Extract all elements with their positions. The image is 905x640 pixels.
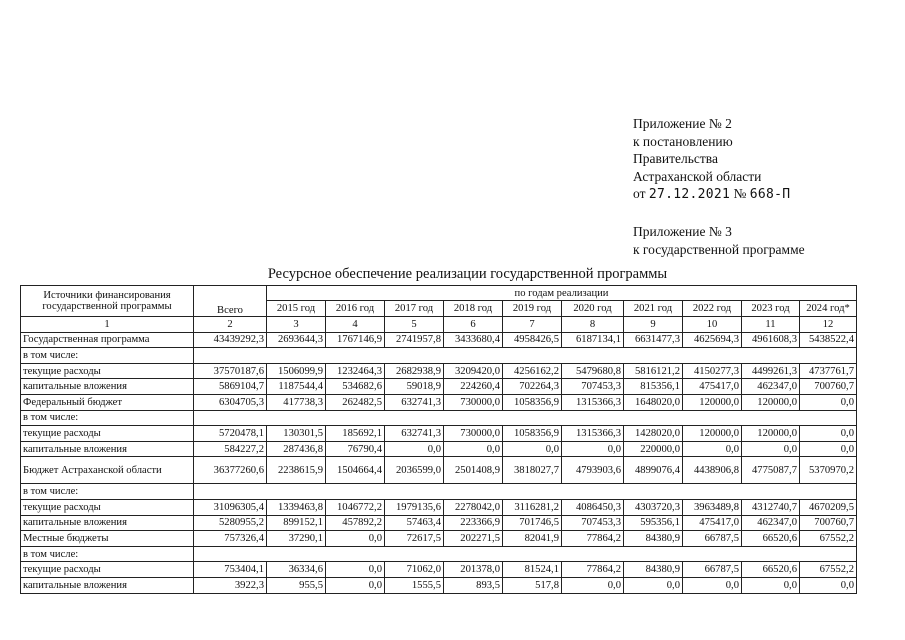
column-number: 6	[444, 317, 503, 333]
row-label: Местные бюджеты	[21, 531, 194, 547]
value-cell: 462347,0	[742, 515, 800, 531]
empty-cell	[624, 348, 683, 364]
column-number: 1	[21, 317, 194, 333]
empty-cell	[326, 484, 385, 500]
value-cell: 757326,4	[194, 531, 267, 547]
value-cell: 0,0	[624, 577, 683, 593]
value-cell: 57463,4	[385, 515, 444, 531]
table-row	[21, 546, 857, 562]
empty-cell	[194, 348, 267, 364]
empty-cell	[444, 410, 503, 426]
value-cell: 6631477,3	[624, 332, 683, 348]
empty-cell	[562, 546, 624, 562]
empty-cell	[742, 484, 800, 500]
value-cell: 3818027,7	[503, 457, 562, 484]
value-cell: 120000,0	[683, 426, 742, 442]
empty-cell	[624, 410, 683, 426]
column-number: 8	[562, 317, 624, 333]
empty-cell	[800, 484, 857, 500]
empty-cell	[503, 410, 562, 426]
value-cell: 462347,0	[742, 379, 800, 395]
row-label: Федеральный бюджет	[21, 394, 194, 410]
appendix-2-line: к постановлению	[633, 133, 733, 149]
decree-date-line	[633, 185, 805, 204]
value-cell: 5438522,4	[800, 332, 857, 348]
value-cell: 67552,2	[800, 531, 857, 547]
empty-cell	[562, 484, 624, 500]
empty-cell	[326, 546, 385, 562]
value-cell: 72617,5	[385, 531, 444, 547]
year-header: 2019 год	[503, 301, 562, 317]
appendix-2-line: Правительства	[633, 151, 718, 167]
table-row	[21, 484, 857, 500]
empty-cell	[742, 410, 800, 426]
table-title: Ресурсное обеспечение реализации государственной программы	[267, 266, 668, 282]
value-cell: 700760,7	[800, 379, 857, 395]
row-label: в том числе:	[21, 410, 194, 426]
value-cell: 0,0	[683, 441, 742, 457]
value-cell: 82041,9	[503, 531, 562, 547]
value-cell: 76790,4	[326, 441, 385, 457]
value-cell: 0,0	[800, 426, 857, 442]
value-cell: 5479680,8	[562, 363, 624, 379]
value-cell: 6187134,1	[562, 332, 624, 348]
value-cell: 4499261,3	[742, 363, 800, 379]
value-cell: 3433680,4	[444, 332, 503, 348]
value-cell: 584227,2	[194, 441, 267, 457]
empty-cell	[444, 348, 503, 364]
value-cell: 37570187,6	[194, 363, 267, 379]
value-cell: 37290,1	[267, 531, 326, 547]
value-cell: 4775087,7	[742, 457, 800, 484]
value-cell: 2238615,9	[267, 457, 326, 484]
value-cell: 5280955,2	[194, 515, 267, 531]
table-row	[21, 363, 857, 379]
appendix-2-title: Приложение № 2	[633, 116, 732, 131]
value-cell: 1058356,9	[503, 426, 562, 442]
value-cell: 84380,9	[624, 562, 683, 578]
row-label: капитальные вложения	[21, 577, 194, 593]
resource-table	[20, 285, 857, 594]
row-label: капитальные вложения	[21, 441, 194, 457]
value-cell: 77864,2	[562, 531, 624, 547]
row-label: текущие расходы	[21, 426, 194, 442]
row-label: капитальные вложения	[21, 379, 194, 395]
value-cell: 4625694,3	[683, 332, 742, 348]
column-number: 11	[742, 317, 800, 333]
value-cell: 0,0	[800, 394, 857, 410]
table-row	[21, 348, 857, 364]
value-cell: 36334,6	[267, 562, 326, 578]
value-cell: 3209420,0	[444, 363, 503, 379]
table-row	[21, 457, 857, 484]
year-header: 2015 год	[267, 301, 326, 317]
value-cell: 1058356,9	[503, 394, 562, 410]
value-cell: 120000,0	[683, 394, 742, 410]
table-row	[21, 441, 857, 457]
value-cell: 417738,3	[267, 394, 326, 410]
value-cell: 632741,3	[385, 426, 444, 442]
value-cell: 702264,3	[503, 379, 562, 395]
year-header: 2017 год	[385, 301, 444, 317]
value-cell: 475417,0	[683, 515, 742, 531]
value-cell: 77864,2	[562, 562, 624, 578]
header-row	[21, 286, 857, 301]
date-prefix: от	[633, 186, 646, 202]
value-cell: 5370970,2	[800, 457, 857, 484]
year-header: 2021 год	[624, 301, 683, 317]
value-cell: 701746,5	[503, 515, 562, 531]
decree-number: 668-П	[749, 187, 791, 203]
value-cell: 130301,5	[267, 426, 326, 442]
value-cell: 201378,0	[444, 562, 503, 578]
empty-cell	[683, 546, 742, 562]
value-cell: 2036599,0	[385, 457, 444, 484]
column-number: 2	[194, 317, 267, 333]
empty-cell	[194, 410, 267, 426]
value-cell: 2278042,0	[444, 499, 503, 515]
year-header: 2023 год	[742, 301, 800, 317]
table-row	[21, 394, 857, 410]
value-cell: 0,0	[683, 577, 742, 593]
column-number: 7	[503, 317, 562, 333]
table-row	[21, 515, 857, 531]
value-cell: 0,0	[326, 531, 385, 547]
value-cell: 632741,3	[385, 394, 444, 410]
value-cell: 31096305,4	[194, 499, 267, 515]
value-cell: 4958426,5	[503, 332, 562, 348]
value-cell: 475417,0	[683, 379, 742, 395]
value-cell: 120000,0	[742, 394, 800, 410]
table-row	[21, 531, 857, 547]
row-label: капитальные вложения	[21, 515, 194, 531]
empty-cell	[385, 484, 444, 500]
value-cell: 4086450,3	[562, 499, 624, 515]
value-cell: 815356,1	[624, 379, 683, 395]
empty-cell	[800, 546, 857, 562]
value-cell: 4793903,6	[562, 457, 624, 484]
value-cell: 66787,5	[683, 562, 742, 578]
value-cell: 59018,9	[385, 379, 444, 395]
value-cell: 1428020,0	[624, 426, 683, 442]
value-cell: 4899076,4	[624, 457, 683, 484]
column-number: 3	[267, 317, 326, 333]
column-numbers-row	[21, 317, 857, 333]
value-cell: 287436,8	[267, 441, 326, 457]
row-label: Бюджет Астраханской области	[21, 457, 194, 484]
value-cell: 202271,5	[444, 531, 503, 547]
value-cell: 0,0	[562, 441, 624, 457]
empty-cell	[503, 484, 562, 500]
row-label: в том числе:	[21, 546, 194, 562]
by-years-header: по годам реализации	[267, 286, 857, 301]
value-cell: 4961608,3	[742, 332, 800, 348]
total-header: Всего	[194, 286, 267, 317]
value-cell: 4737761,7	[800, 363, 857, 379]
value-cell: 81524,1	[503, 562, 562, 578]
value-cell: 534682,6	[326, 379, 385, 395]
row-label: текущие расходы	[21, 562, 194, 578]
value-cell: 707453,3	[562, 379, 624, 395]
value-cell: 0,0	[385, 441, 444, 457]
appendix-3-line: к государственной программе	[633, 241, 805, 257]
empty-cell	[742, 546, 800, 562]
empty-cell	[503, 348, 562, 364]
column-number: 9	[624, 317, 683, 333]
empty-cell	[444, 484, 503, 500]
empty-cell	[683, 348, 742, 364]
value-cell: 223366,9	[444, 515, 503, 531]
value-cell: 1555,5	[385, 577, 444, 593]
table-row	[21, 410, 857, 426]
empty-cell	[562, 348, 624, 364]
value-cell: 0,0	[326, 562, 385, 578]
value-cell: 4150277,3	[683, 363, 742, 379]
table-row	[21, 499, 857, 515]
source-header: Источники финансирования государственной программы	[21, 286, 194, 317]
value-cell: 2682938,9	[385, 363, 444, 379]
value-cell: 84380,9	[624, 531, 683, 547]
value-cell: 1232464,3	[326, 363, 385, 379]
value-cell: 4670209,5	[800, 499, 857, 515]
table-row	[21, 577, 857, 593]
value-cell: 3922,3	[194, 577, 267, 593]
empty-cell	[385, 410, 444, 426]
empty-cell	[267, 410, 326, 426]
row-label: в том числе:	[21, 348, 194, 364]
value-cell: 5816121,2	[624, 363, 683, 379]
empty-cell	[503, 546, 562, 562]
value-cell: 2501408,9	[444, 457, 503, 484]
empty-cell	[800, 348, 857, 364]
empty-cell	[624, 484, 683, 500]
appendix-2-block	[633, 115, 805, 258]
empty-cell	[683, 410, 742, 426]
empty-cell	[326, 410, 385, 426]
number-sign: №	[733, 186, 747, 202]
value-cell: 517,8	[503, 577, 562, 593]
value-cell: 36377260,6	[194, 457, 267, 484]
value-cell: 66787,5	[683, 531, 742, 547]
table-row	[21, 379, 857, 395]
value-cell: 1339463,8	[267, 499, 326, 515]
value-cell: 3963489,8	[683, 499, 742, 515]
value-cell: 1046772,2	[326, 499, 385, 515]
year-header: 2016 год	[326, 301, 385, 317]
empty-cell	[562, 410, 624, 426]
column-number: 4	[326, 317, 385, 333]
value-cell: 66520,6	[742, 531, 800, 547]
value-cell: 262482,5	[326, 394, 385, 410]
decree-date: 27.12.2021	[648, 187, 731, 203]
value-cell: 2741957,8	[385, 332, 444, 348]
value-cell: 0,0	[503, 441, 562, 457]
row-label: текущие расходы	[21, 499, 194, 515]
value-cell: 753404,1	[194, 562, 267, 578]
value-cell: 0,0	[444, 441, 503, 457]
year-header: 2022 год	[683, 301, 742, 317]
value-cell: 1506099,9	[267, 363, 326, 379]
empty-cell	[194, 546, 267, 562]
value-cell: 43439292,3	[194, 332, 267, 348]
value-cell: 899152,1	[267, 515, 326, 531]
empty-cell	[326, 348, 385, 364]
value-cell: 1767146,9	[326, 332, 385, 348]
value-cell: 0,0	[800, 441, 857, 457]
row-label: в том числе:	[21, 484, 194, 500]
year-header: 2024 год*	[800, 301, 857, 317]
empty-cell	[800, 410, 857, 426]
appendix-3-title: Приложение № 3	[633, 223, 732, 239]
value-cell: 1504664,4	[326, 457, 385, 484]
value-cell: 0,0	[800, 577, 857, 593]
value-cell: 67552,2	[800, 562, 857, 578]
empty-cell	[742, 348, 800, 364]
value-cell: 4303720,3	[624, 499, 683, 515]
value-cell: 0,0	[562, 577, 624, 593]
value-cell: 4312740,7	[742, 499, 800, 515]
column-number: 12	[800, 317, 857, 333]
empty-cell	[194, 484, 267, 500]
empty-cell	[385, 546, 444, 562]
empty-cell	[444, 546, 503, 562]
value-cell: 1648020,0	[624, 394, 683, 410]
value-cell: 120000,0	[742, 426, 800, 442]
table-row	[21, 426, 857, 442]
value-cell: 224260,4	[444, 379, 503, 395]
value-cell: 700760,7	[800, 515, 857, 531]
value-cell: 71062,0	[385, 562, 444, 578]
value-cell: 1979135,6	[385, 499, 444, 515]
value-cell: 1187544,4	[267, 379, 326, 395]
value-cell: 730000,0	[444, 426, 503, 442]
empty-cell	[267, 348, 326, 364]
empty-cell	[385, 348, 444, 364]
value-cell: 730000,0	[444, 394, 503, 410]
value-cell: 4256162,2	[503, 363, 562, 379]
empty-cell	[624, 546, 683, 562]
empty-cell	[683, 484, 742, 500]
empty-cell	[267, 484, 326, 500]
value-cell: 2693644,3	[267, 332, 326, 348]
value-cell: 1315366,3	[562, 394, 624, 410]
value-cell: 5720478,1	[194, 426, 267, 442]
value-cell: 457892,2	[326, 515, 385, 531]
column-number: 10	[683, 317, 742, 333]
row-label: Государственная программа	[21, 332, 194, 348]
value-cell: 3116281,2	[503, 499, 562, 515]
value-cell: 1315366,3	[562, 426, 624, 442]
value-cell: 6304705,3	[194, 394, 267, 410]
empty-cell	[267, 546, 326, 562]
appendix-2-line: Астраханской области	[633, 168, 762, 184]
value-cell: 185692,1	[326, 426, 385, 442]
table-row	[21, 562, 857, 578]
value-cell: 0,0	[742, 441, 800, 457]
year-header: 2020 год	[562, 301, 624, 317]
value-cell: 220000,0	[624, 441, 683, 457]
value-cell: 66520,6	[742, 562, 800, 578]
value-cell: 955,5	[267, 577, 326, 593]
table-row	[21, 332, 857, 348]
value-cell: 5869104,7	[194, 379, 267, 395]
value-cell: 893,5	[444, 577, 503, 593]
value-cell: 0,0	[326, 577, 385, 593]
value-cell: 595356,1	[624, 515, 683, 531]
value-cell: 707453,3	[562, 515, 624, 531]
row-label: текущие расходы	[21, 363, 194, 379]
value-cell: 0,0	[742, 577, 800, 593]
year-header: 2018 год	[444, 301, 503, 317]
value-cell: 4438906,8	[683, 457, 742, 484]
column-number: 5	[385, 317, 444, 333]
